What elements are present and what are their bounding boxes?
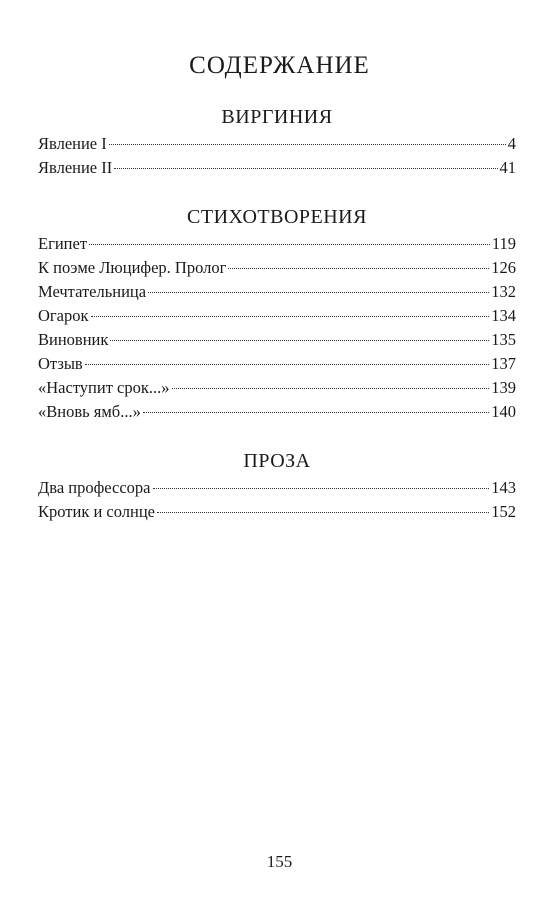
toc-entry-title: «Наступит срок...» <box>38 378 170 397</box>
toc-entry-page: 143 <box>491 478 516 497</box>
dot-leader <box>114 167 497 169</box>
toc-entry <box>38 376 516 400</box>
toc-list <box>38 132 516 180</box>
toc-section-poems <box>38 202 516 424</box>
toc-entry-page: 134 <box>491 306 516 325</box>
toc-entry-title: К поэме Люцифер. Пролог <box>38 258 227 277</box>
toc-entry-page: 137 <box>491 354 516 373</box>
section-heading: ПРОЗА <box>243 450 311 472</box>
dot-leader <box>143 411 489 413</box>
toc-entry-title: Два профессора <box>38 478 151 497</box>
section-heading: СТИХОТВОРЕНИЯ <box>187 206 367 228</box>
dot-leader <box>110 339 489 341</box>
toc-entry-title: Отзыв <box>38 354 83 373</box>
toc-entry-page: 135 <box>491 330 516 349</box>
toc-entry-page: 132 <box>491 282 516 301</box>
toc-entry-title: Явление II <box>38 158 113 177</box>
toc-entry-page: 119 <box>491 234 516 253</box>
toc-entry-title: Явление I <box>38 134 107 153</box>
dot-leader <box>228 267 489 269</box>
page-number: 155 <box>266 852 293 871</box>
toc-entry-title: Мечтательница <box>38 282 147 301</box>
toc-entry-page: 139 <box>491 378 516 397</box>
toc-entry-page: 4 <box>507 134 516 153</box>
toc-section-virginia <box>38 102 516 180</box>
toc-entry <box>38 352 516 376</box>
toc-list <box>38 232 516 424</box>
toc-entry-title: Виновник <box>38 330 109 349</box>
toc-entry <box>38 476 516 500</box>
toc-entry <box>38 400 516 424</box>
toc-entry-page: 41 <box>499 158 516 177</box>
toc-entry-page: 126 <box>491 258 516 277</box>
dot-leader <box>89 243 490 245</box>
toc-section-prose <box>38 446 516 524</box>
toc-list <box>38 476 516 524</box>
dot-leader <box>91 315 490 317</box>
toc-entry <box>38 256 516 280</box>
toc-entry-title: Огарок <box>38 306 89 325</box>
toc-entry-title: Египет <box>38 234 88 253</box>
page-title: СОДЕРЖАНИЕ <box>189 52 370 79</box>
toc-entry <box>38 132 516 156</box>
toc-entry <box>38 304 516 328</box>
dot-leader <box>148 291 489 293</box>
toc-entry <box>38 156 516 180</box>
toc-entry <box>38 232 516 256</box>
dot-leader <box>85 363 490 365</box>
section-heading: ВИРГИНИЯ <box>221 106 333 128</box>
dot-leader <box>157 511 489 513</box>
toc-entry <box>38 500 516 524</box>
dot-leader <box>109 143 506 145</box>
toc-entry-page: 152 <box>491 502 516 521</box>
toc-entry-page: 140 <box>491 402 516 421</box>
toc-entry <box>38 328 516 352</box>
toc-entry-title: Кротик и солнце <box>38 502 155 521</box>
toc-entry <box>38 280 516 304</box>
dot-leader <box>153 487 490 489</box>
dot-leader <box>172 387 490 389</box>
toc-entry-title: «Вновь ямб...» <box>38 402 141 421</box>
